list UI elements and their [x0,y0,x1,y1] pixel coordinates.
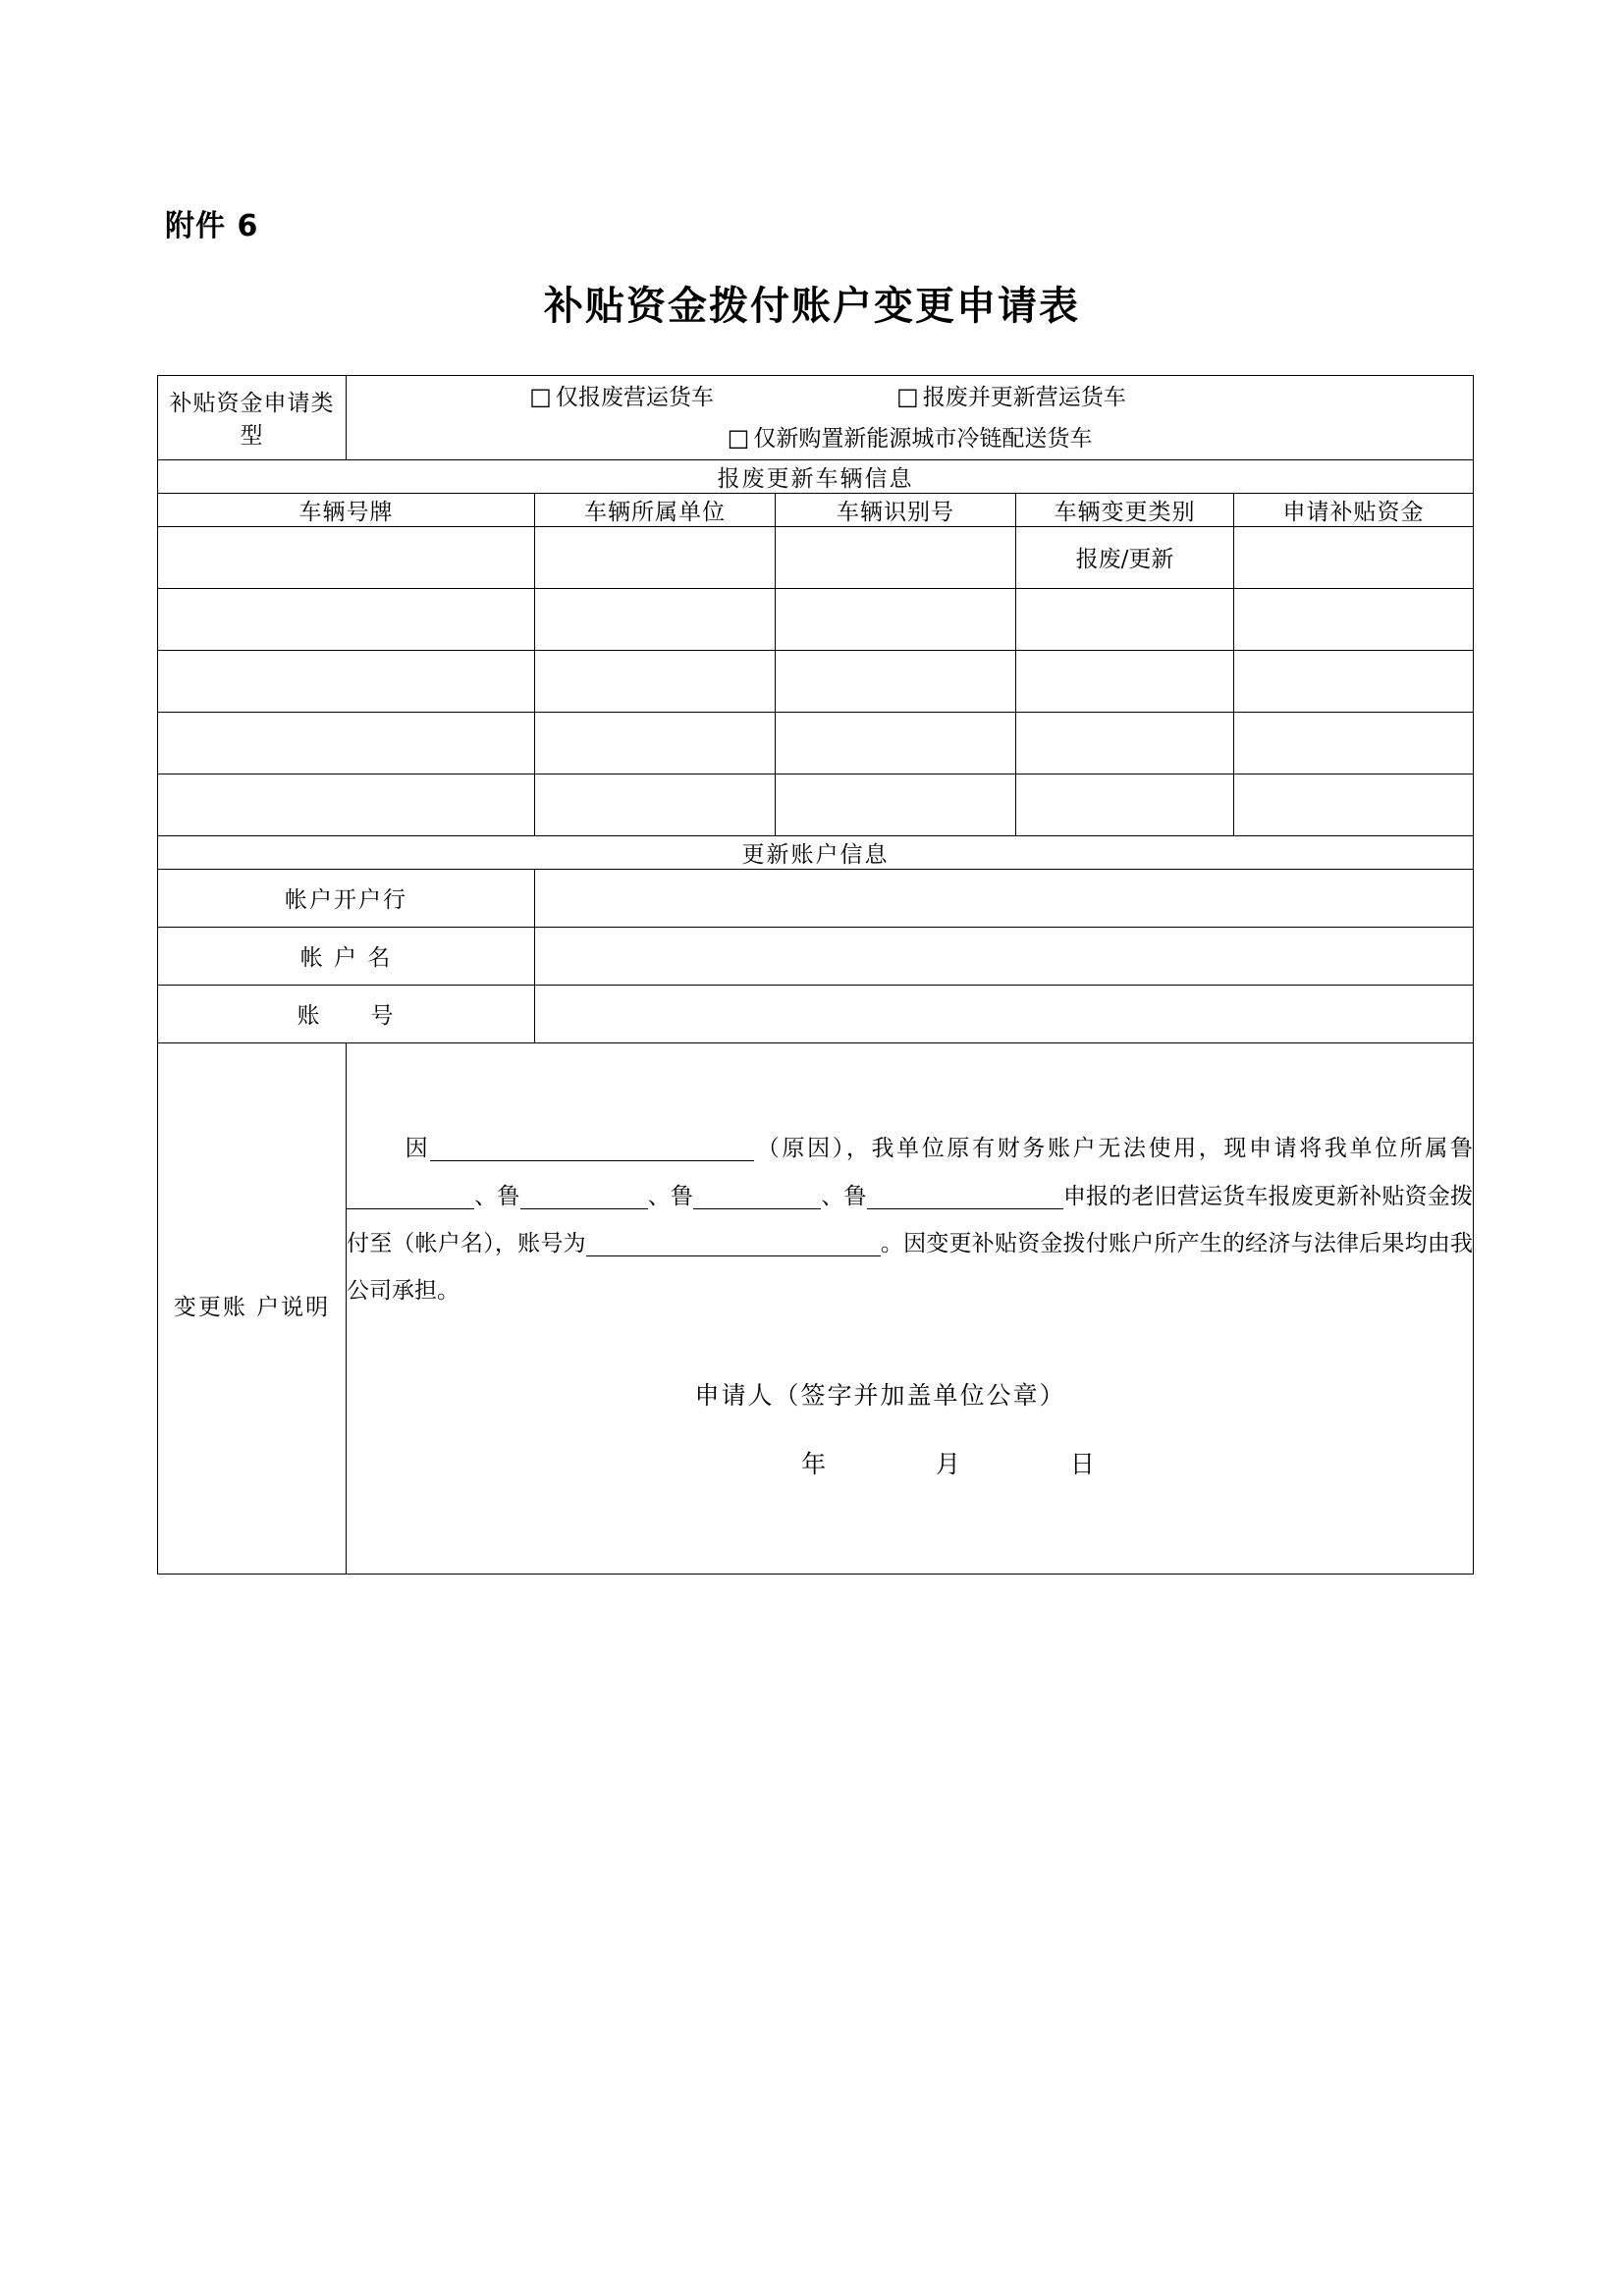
apply-type-option-3-label: 仅新购置新能源城市冷链配送货车 [753,426,1093,453]
apply-type-options [347,376,1474,460]
statement-text-3: 使用，现申请将我单位所属鲁 [1148,1136,1474,1162]
table-row [158,526,1474,588]
statement-text-4: 、鲁 [474,1183,520,1209]
plate-blank-4[interactable] [867,1181,1063,1209]
cell-subsidy[interactable] [1234,526,1474,588]
cell-subsidy[interactable] [1234,774,1474,835]
plate-blank-3[interactable] [693,1181,821,1209]
vehicle-table-header [158,493,1474,526]
statement-text-8: 申报的老旧营运货车报废更新补贴资金拨付至 [347,1183,1474,1256]
cell-owner[interactable] [535,526,776,588]
checkbox-icon[interactable]: □ [896,383,919,410]
apply-type-row [158,376,1474,460]
reason-blank[interactable] [430,1133,754,1161]
apply-type-option-1-label: 仅报废营运货车 [555,385,714,410]
statement-text-9: （帐户名），账号为 [392,1231,586,1256]
account-number-value[interactable] [535,985,1474,1042]
cell-vin[interactable] [776,650,1016,712]
checkbox-icon[interactable]: □ [529,383,552,410]
cell-owner[interactable] [535,588,776,650]
cell-vin[interactable] [776,526,1016,588]
column-header-owner: 车辆所属单位 [535,493,776,526]
statement-text-7: 鲁 [843,1183,867,1209]
statement-text-2: （原因），我单位原有财务账户无法 [754,1136,1149,1162]
column-header-subsidy: 申请补贴资金 [1234,493,1474,526]
table-row [158,588,1474,650]
date-year: 年 [801,1450,829,1479]
apply-type-option-2-label: 报废并更新营运货车 [922,385,1126,410]
cell-change-type[interactable] [1016,774,1234,835]
statement-row [158,1042,1474,1574]
apply-type-option-1[interactable] [347,376,896,417]
statement-text-1: 因 [405,1136,431,1162]
cell-vin[interactable] [776,712,1016,774]
account-section-title: 更新账户信息 [158,835,1474,869]
application-form-table [157,375,1474,1575]
checkbox-icon[interactable]: □ [727,424,750,453]
column-header-plate: 车辆号牌 [158,493,535,526]
account-bank-value[interactable] [535,869,1474,927]
table-row [158,774,1474,835]
plate-blank-2[interactable] [520,1181,648,1209]
vehicle-section-title: 报废更新车辆信息 [158,459,1474,493]
account-number-row [158,985,1474,1042]
apply-type-label: 补贴资金申请类型 [158,376,347,460]
cell-subsidy[interactable] [1234,650,1474,712]
cell-plate[interactable] [158,712,535,774]
column-header-change-type: 车辆变更类别 [1016,493,1234,526]
apply-type-option-3[interactable] [347,417,1473,458]
apply-type-option-2[interactable] [896,376,1126,417]
cell-vin[interactable] [776,774,1016,835]
statement-text-5: 、鲁 [647,1183,694,1209]
cell-change-type[interactable] [1016,650,1234,712]
statement-text-6: 、 [821,1183,844,1209]
column-header-vin: 车辆识别号 [776,493,1016,526]
cell-change-type[interactable] [1016,712,1234,774]
cell-plate[interactable] [158,526,535,588]
cell-change-type[interactable]: 报废/更新 [1016,526,1234,588]
cell-owner[interactable] [535,774,776,835]
cell-plate[interactable] [158,650,535,712]
vehicle-section-title-row [158,459,1474,493]
cell-subsidy[interactable] [1234,712,1474,774]
statement-paragraph [347,1125,1473,1314]
account-no-blank[interactable] [586,1228,881,1256]
table-row [158,712,1474,774]
attachment-label: 附件 6 [165,209,259,243]
account-name-label: 帐 户 名 [158,927,535,985]
account-bank-row [158,869,1474,927]
cell-owner[interactable] [535,650,776,712]
date-line [347,1439,1473,1491]
plate-blank-1[interactable] [347,1181,474,1209]
statement-text-10: 。因变更补贴资金拨付 [880,1231,1109,1256]
account-name-value[interactable] [535,927,1474,985]
account-name-row [158,927,1474,985]
signature-line: 申请人（签字并加盖单位公章） [694,1380,1066,1410]
cell-plate[interactable] [158,774,535,835]
cell-change-type[interactable] [1016,588,1234,650]
table-row [158,650,1474,712]
cell-subsidy[interactable] [1234,588,1474,650]
statement-label: 变更账 户说明 [158,1042,347,1574]
cell-owner[interactable] [535,712,776,774]
cell-plate[interactable] [158,588,535,650]
cell-vin[interactable] [776,588,1016,650]
account-section-title-row [158,835,1474,869]
page-title: 补贴资金拨付账户变更申请表 [544,283,1080,329]
account-number-label: 账 号 [158,985,535,1042]
statement-text-11: 账户所产生的经济与法律后果均由我公司承担。 [347,1231,1474,1305]
statement-body [347,1042,1474,1574]
account-bank-label: 帐户开户行 [158,869,535,927]
date-day: 日 [1069,1450,1097,1479]
date-month: 月 [935,1450,962,1479]
